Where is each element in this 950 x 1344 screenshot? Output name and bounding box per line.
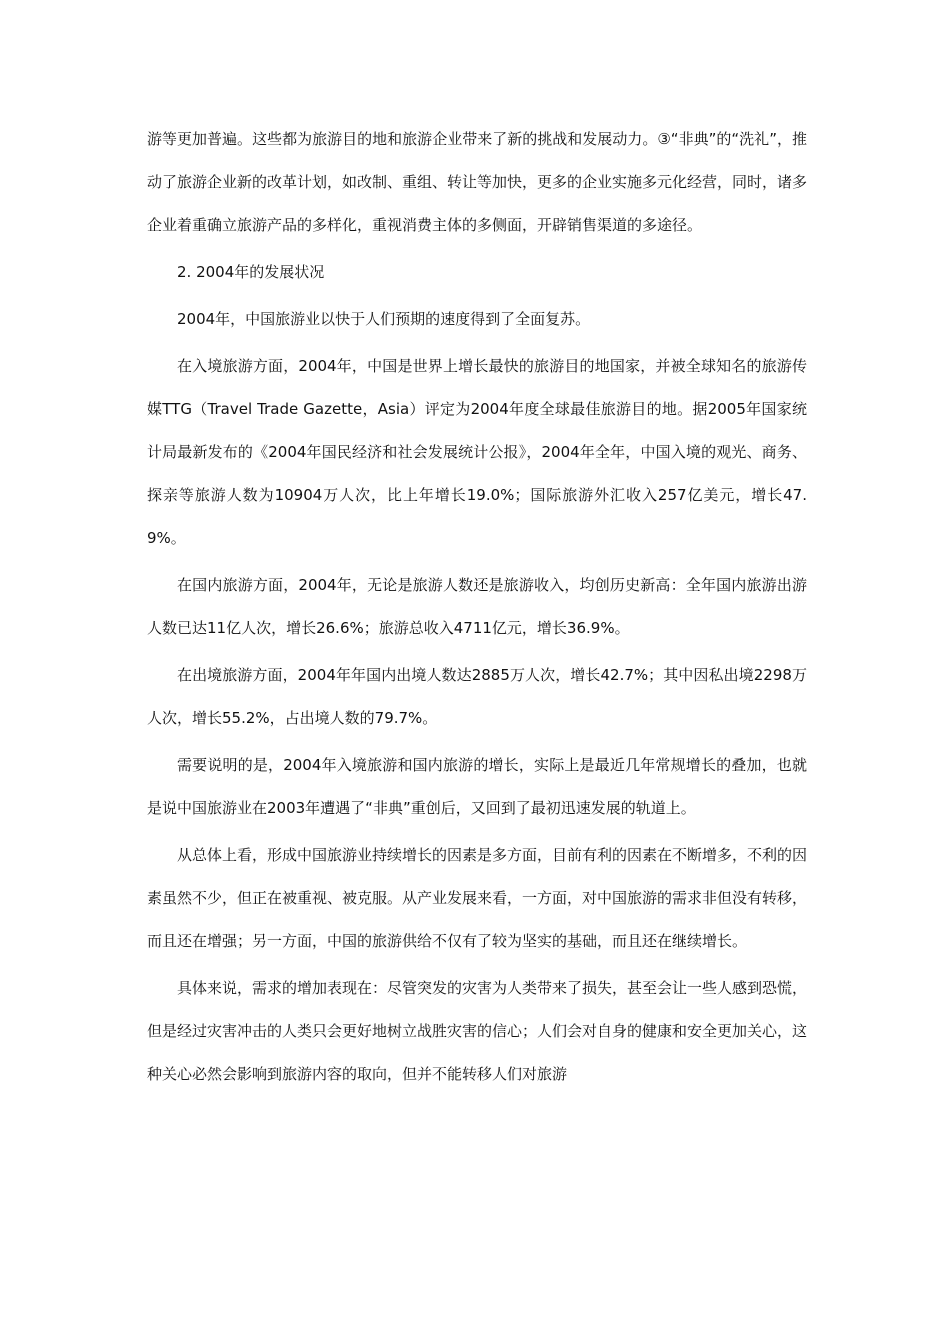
paragraph-overall: 从总体上看，形成中国旅游业持续增长的因素是多方面，目前有利的因素在不断增多，不利的因素虽然不少，但正在被重视、被克服。从产业发展来看，一方面，对中国旅游的需求非但没有转移，而且还在增强；另一方面，中国的旅游供给不仅有了较为坚实的基础，而且还在继续增长。 xyxy=(147,846,808,950)
document-page xyxy=(147,118,807,1100)
paragraph-continuation: 游等更加普遍。这些都为旅游目的地和旅游企业带来了新的挑战和发展动力。③“非典”的“洗礼”，推动了旅游企业新的改革计划，如改制、重组、转让等加快，更多的企业实施多元化经营，同时，诸多企业着重确立旅游产品的多样化，重视消费主体的多侧面，开辟销售渠道的多途径。 xyxy=(147,130,808,234)
section-heading-2004: 2. 2004年的发展状况 xyxy=(177,263,325,281)
paragraph-outbound-tourism: 在出境旅游方面，2004年年国内出境人数达2885万人次，增长42.7%；其中因私出境2298万人次，增长55.2%，占出境人数的79.7%。 xyxy=(147,666,807,727)
paragraph-demand: 具体来说，需求的增加表现在：尽管突发的灾害为人类带来了损失，甚至会让一些人感到恐慌，但是经过灾害冲击的人类只会更好地树立战胜灾害的信心；人们会对自身的健康和安全更加关心，这种关心必然会影响到旅游内容的取向，但并不能转移人们对旅游 xyxy=(147,979,808,1083)
paragraph-recovery: 2004年，中国旅游业以快于人们预期的速度得到了全面复苏。 xyxy=(177,310,591,328)
paragraph-inbound-tourism: 在入境旅游方面，2004年，中国是世界上增长最快的旅游目的地国家，并被全球知名的旅游传媒TTG（Travel Trade Gazette，Asia）评定为2004年度全球最佳旅游目的地。据2005年国家统计局最新发布的《2004年国民经济和社会发展统计公报》，2004年全年，中国入境的观光、商务、探亲等旅游人数为10904万人次，比上年增长19.0%；国际旅游外汇收入257亿美元，增长47.9%。 xyxy=(147,357,807,547)
paragraph-note: 需要说明的是，2004年入境旅游和国内旅游的增长，实际上是最近几年常规增长的叠加，也就是说中国旅游业在2003年遭遇了“非典”重创后，又回到了最初迅速发展的轨道上。 xyxy=(147,756,807,817)
paragraph-domestic-tourism: 在国内旅游方面，2004年，无论是旅游人数还是旅游收入，均创历史新高：全年国内旅游出游人数已达11亿人次，增长26.6%；旅游总收入4711亿元，增长36.9%。 xyxy=(147,576,807,637)
